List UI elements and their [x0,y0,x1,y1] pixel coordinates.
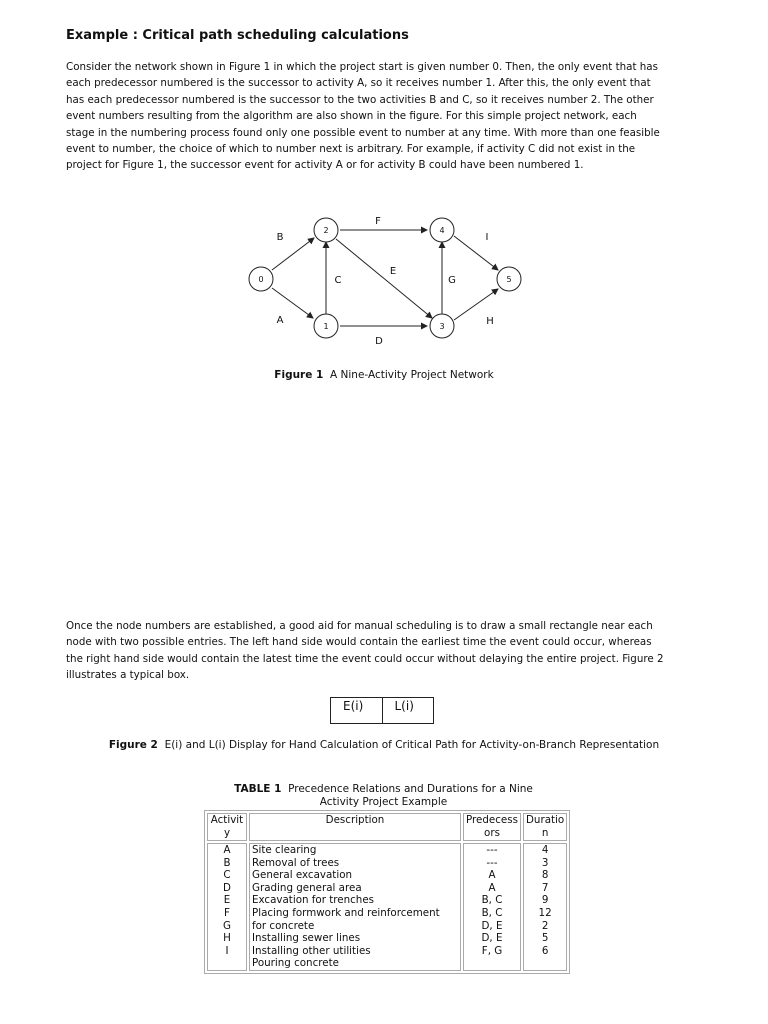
node-label-3: 3 [439,322,445,331]
ei-li-box [330,697,434,724]
column-header-predecessors: Predecess ors [463,813,521,841]
figure1-caption [0,369,768,381]
project-network-diagram [230,205,540,355]
earliest-time-cell: E(i) [331,698,383,723]
edge-label-D: D [375,336,383,347]
text-line: Once the node numbers are established, a good aid for manual scheduling is to draw a small rectangle near each [66,620,653,632]
table1-caption-line2: Activity Project Example [319,796,448,808]
description-column: Site clearing Removal of trees General excavation Grading general area Excavation for trenches Placing formwork and reinforcement for concrete Installing sewer lines Installing other utilities Pouring concrete [249,843,461,971]
column-header-description: Description [249,813,461,841]
edge-I [454,236,498,270]
node-label-1: 1 [323,322,329,331]
text-line: stage in the numbering process found only one possible event to number at any time. With more than one feasible [66,126,660,139]
node-label-0: 0 [258,275,264,284]
intro-paragraph [66,59,660,174]
edge-label-F: F [375,216,381,227]
table1-caption-label: TABLE 1 [234,783,282,795]
table1-caption [200,783,567,809]
duration-column: 4 3 8 7 9 12 2 5 6 [523,843,567,971]
figure2-caption-label: Figure 2 [108,739,158,751]
table-header-row [207,813,567,841]
text-line: event numbers resulting from the algorithm are also shown in the figure. For this simple project network, each [66,110,637,123]
precedence-table [204,810,570,974]
text-line: has each predecessor numbered is the successor to the two activities B and C, so it receives number 2. The other [66,93,654,106]
text-line: project for Figure 1, the successor event for activity A or for activity B could have been numbered 1. [66,159,584,172]
edge-label-E: E [389,266,397,277]
table1-caption-line1: Precedence Relations and Durations for a Nine [288,783,533,795]
text-line: illustrates a typical box. [66,669,190,682]
predecessors-column: --- --- A A B, C B, C D, E D, E F, G [463,843,521,971]
text-line: the right hand side would contain the latest time the event could occur without delaying the entire project. Figure 2 [66,652,664,665]
edge-label-A: A [276,315,284,326]
figure2-caption [0,739,768,751]
text-line: node with two possible entries. The left hand side would contain the earliest time the event could occur, whereas [66,636,652,649]
latest-time-cell: L(i) [394,699,414,713]
node-label-5: 5 [506,275,512,284]
column-header-activity: Activit y [207,813,247,841]
text-line: Consider the network shown in Figure 1 in which the project start is given number 0. Then, the only event that has [66,61,658,73]
activity-column: A B C D E F G H I [207,843,247,971]
edge-label-I: I [485,232,489,243]
node-label-4: 4 [439,226,445,235]
text-line: each predecessor numbered is the successor to activity A, so it receives number 1. After this, the only event that [66,77,651,90]
text-line: event to number, the choice of which to number next is arbitrary. For example, if activity C did not exist in the [66,143,636,156]
edge-label-G: G [448,275,456,286]
scheduling-paragraph [66,618,664,684]
edge-label-C: C [334,275,342,286]
document-heading: Example : Critical path scheduling calculations [66,28,409,43]
edge-A [272,288,313,318]
figure1-caption-label: Figure 1 [274,369,324,381]
edge-label-B: B [276,232,284,243]
edge-label-H: H [486,316,494,327]
edge-E [336,239,432,318]
table-row [207,843,567,971]
node-label-2: 2 [323,226,329,235]
figure1-caption-text: A Nine-Activity Project Network [330,369,494,381]
figure2-caption-text: E(i) and L(i) Display for Hand Calculation of Critical Path for Activity-on-Branch Representation [164,739,660,751]
column-header-duration: Duratio n [523,813,567,841]
